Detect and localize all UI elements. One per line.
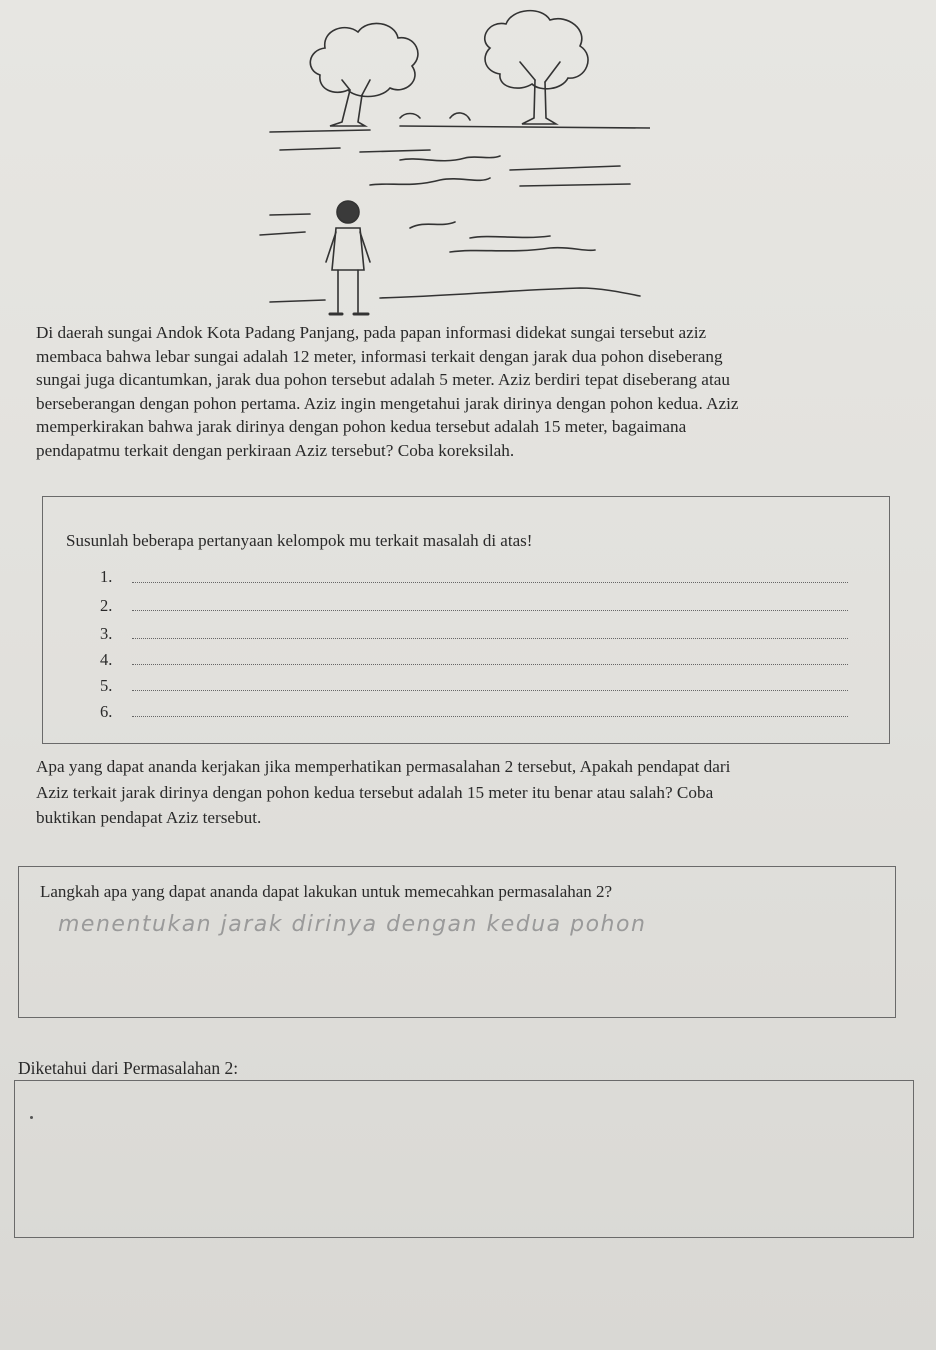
question-number-1: 1.	[100, 567, 113, 586]
problem-line-6: pendapatmu terkait dengan perkiraan Aziz tersebut? Coba koreksilah.	[36, 440, 515, 460]
problem2-paragraph	[36, 754, 884, 831]
answer-line-6[interactable]	[132, 716, 848, 717]
question-number-5: 5.	[100, 676, 113, 695]
answer-line-3[interactable]	[132, 638, 848, 639]
question-number-6: 6.	[100, 702, 113, 721]
problem-line-3: sungai juga dicantumkan, jarak dua pohon tersebut adalah 5 meter. Aziz berdiri tepat diseberang atau	[36, 370, 730, 389]
problem2-line-1: Apa yang dapat ananda kerjakan jika memperhatikan permasalahan 2 tersebut, Apakah pendapat dari	[36, 757, 731, 776]
problem-line-4: berseberangan dengan pohon pertama. Aziz ingin mengetahui jarak dirinya dengan pohon kedua. Aziz	[36, 393, 739, 413]
problem-line-5: memperkirakan bahwa jarak dirinya dengan pohon kedua tersebut adalah 15 meter, bagaimana	[36, 417, 687, 436]
question-number-4: 4.	[100, 650, 113, 669]
question-number-2: 2.	[100, 596, 113, 615]
handwritten-answer[interactable]: menentukan jarak dirinya dengan kedua pohon	[58, 912, 647, 937]
problem-line-2: membaca bahwa lebar sungai adalah 12 meter, informasi terkait dengan jarak dua pohon diseberang	[36, 346, 723, 366]
questions-box-title: Susunlah beberapa pertanyaan kelompok mu terkait masalah di atas!	[66, 531, 533, 550]
known-heading: Diketahui dari Permasalahan 2:	[18, 1058, 239, 1078]
answer-line-1[interactable]	[132, 582, 848, 583]
stray-dot	[30, 1116, 33, 1119]
problem-line-1: Di daerah sungai Andok Kota Padang Panjang, pada papan informasi didekat sungai tersebut aziz	[36, 323, 707, 342]
question-number-3: 3.	[100, 624, 113, 643]
answer-line-4[interactable]	[132, 664, 848, 665]
steps-box-title: Langkah apa yang dapat ananda dapat lakukan untuk memecahkan permasalahan 2?	[40, 882, 613, 901]
problem2-line-2: Aziz terkait jarak dirinya dengan pohon kedua tersebut adalah 15 meter itu benar atau salah? Coba	[36, 782, 714, 802]
problem-paragraph	[36, 321, 882, 462]
problem2-line-3: buktikan pendapat Aziz tersebut.	[36, 808, 262, 827]
known-answer-box[interactable]	[14, 1080, 914, 1238]
answer-line-2[interactable]	[132, 610, 848, 611]
answer-line-5[interactable]	[132, 690, 848, 691]
river-illustration	[250, 0, 650, 330]
